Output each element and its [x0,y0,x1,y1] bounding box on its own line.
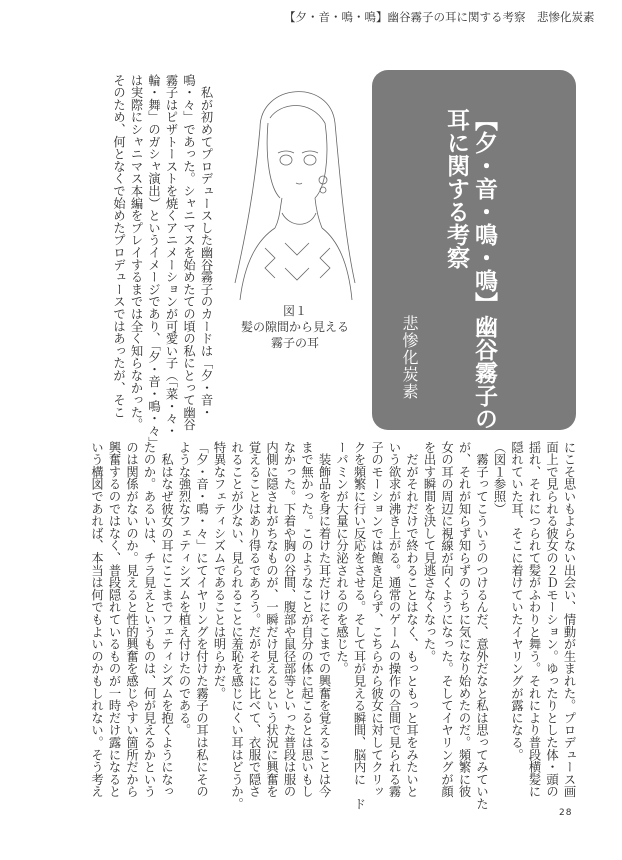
text-line: 子のモーションでは飽き足らず、こちらから彼女に対してクリッ [369,441,384,798]
text-line: 隠れていた耳、そこに着けていたイヤリングが露になる。 [509,441,524,761]
text-line: 「夕・音・鳴・々」にてイヤリングを付けた霧子の耳は私にその [194,441,209,798]
text-line: のは関係がないのか。見えると性的興奮を感じやすい箇所だから [124,441,139,798]
text-line: 内側に隠されがちなものが、一瞬だけ見えるという状況に興奮を [264,441,279,798]
text-line: 霧子ってこういうのつけるんだ、意外だなと私は思ってみていた [474,441,489,810]
text-line: 女の耳の周辺に視線が向くようになった。そしてイヤリングが顔 [439,441,454,798]
text-line: れることが少ない、見られることに羞恥を感じにくい耳はどうか。 [229,441,244,810]
text-line: ような強烈なフェティシズムを植え付けたのである。 [177,441,191,737]
caption-line: 髪の隙間から見える [240,320,349,334]
text-line: 覚えることはあり得るであろう。だがそれに比べて、衣服で隠さ [247,441,261,798]
text-line: が、それが知らず知らずのうちに気になり始めたのだ。頻繁に彼 [457,441,471,798]
text-line: クを頻繁に行い反応をさせる。そして耳が見える瞬間、脳内に ド [352,441,366,810]
title-box [372,70,576,430]
text-line: 私はなぜ彼女の耳にここまでフェティシズムを抱くようになっ [159,441,174,798]
text-line: まで無かった。このようなことが自分の体に起こるとは思いもし [299,441,314,798]
text-line: 面上で見られる彼女の２Ｄモーション。ゆったりとした体・頭の [544,441,559,798]
article-title [442,108,498,430]
text-line: そのため、何となくで始めたプロデュースではあったが、そこ [111,74,126,419]
text-line: たのか。あるいは、チラ見えというものは、何が見えるかという [142,441,156,798]
text-line: 興奮するのではなく、普段隠れているものが一時だけ露になると [107,441,121,798]
intro-text [109,74,214,450]
text-line: を出す瞬間を決して見逃さなくなった。 [422,441,436,663]
figure-1 [220,68,370,358]
text-line: にこそ思いもよらない出会い、情動が生まれた。プロデュース画 [562,441,576,798]
text-line: 霧子はピザトーストを焼くアニメーションが可愛い子（「菜・々・ [164,74,178,437]
figure-label: 図１ [282,304,307,318]
author-name: 悲惨化炭素 [400,315,419,400]
text-line: （図１参照） [492,441,506,515]
text-line: 私が初めてプロデュースした幽谷霧子のカードは「夕・音・ [199,74,213,419]
text-line: 装飾品を身に着けた耳だけにそこまでの興奮を覚えることは今 [317,441,331,798]
text-line: 輪・舞」のガシャ演出）というイメージであり、「夕・音・鳴・々」 [146,74,161,450]
text-line: 特異なフェティシズムであることは明らかだ。 [212,441,226,700]
title-line: 【夕・音・鳴・鳴】幽谷霧子の [471,108,498,430]
text-line: 鳴・々」であった。シャニマスを始めたての頃の私にとって幽谷 [181,74,196,431]
text-line: いう構図であれば、本当は何でもよいのかもしれない。そう考え [89,441,104,798]
text-line: は実際にシャニマス本編をプレイするまでは全く知らなかった。 [129,74,143,431]
body-text [87,441,577,810]
text-line: だがそれだけで終わることはなく、もっともっと耳をみたいと [404,441,419,798]
title-line: 耳に関する考察 [443,108,470,269]
page-number: 28 [559,808,573,818]
text-line: 揺れ、それにつられて髪がふわりと舞う。それにより普段横髪に [527,441,541,798]
caption-line: 霧子の耳 [270,336,319,350]
character-illustration [220,68,370,300]
figure-caption [220,303,370,351]
running-header: 【夕・音・鳴・鳴】幽谷霧子の耳に関する考察 悲惨化炭素 [284,10,595,24]
text-line: ーパミンが大量に分泌されるのを感じた。 [334,441,349,675]
text-line: いう欲求が沸き上がる。通常のゲームの操作の合間で見られる霧 [387,441,401,798]
text-line: なかった。下着や胸の谷間、腹部や鼠径部等といった普段は服の [282,441,296,798]
